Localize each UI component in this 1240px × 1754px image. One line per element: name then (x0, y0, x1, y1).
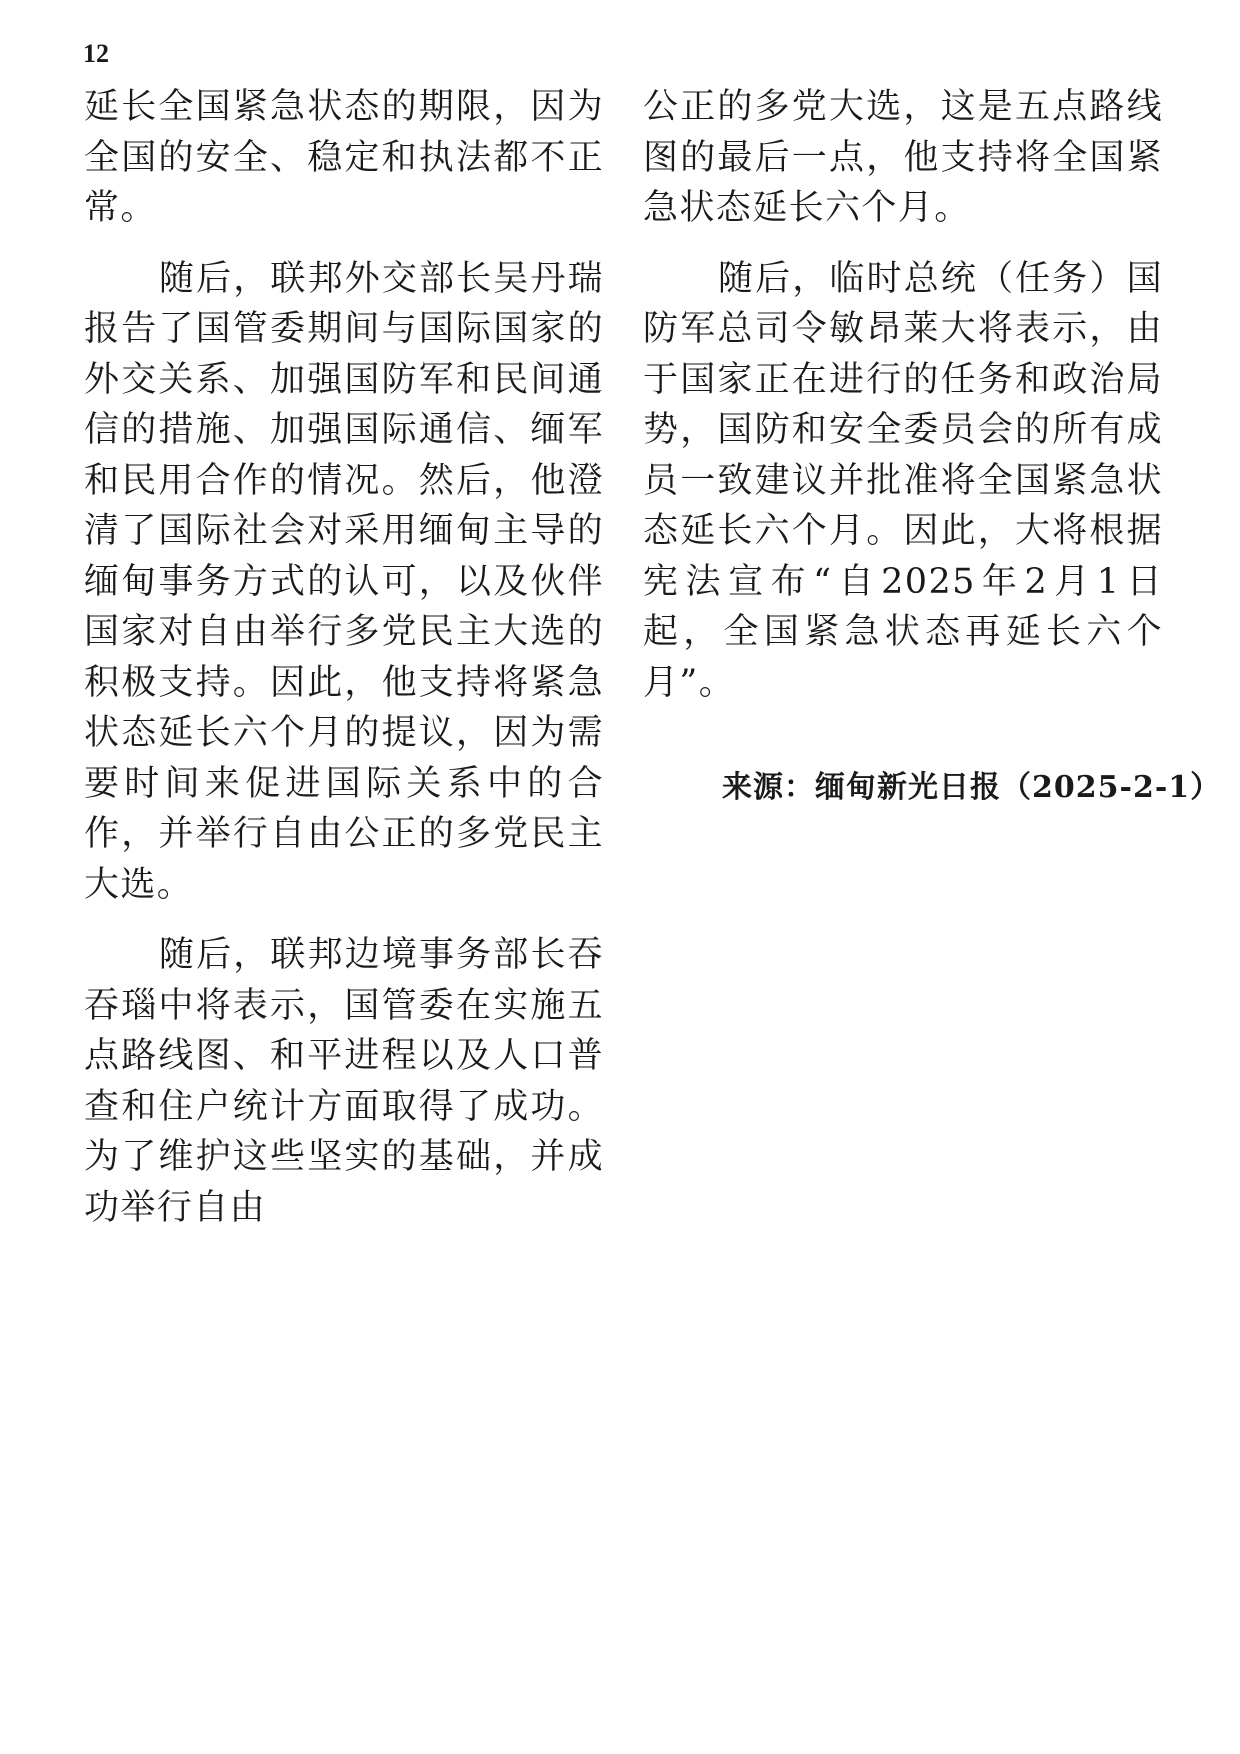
right-column (643, 82, 1163, 728)
paragraph-commander-in-chief: 随后，临时总统（任务）国防军总司令敏昂莱大将表示，由于国家正在进行的任务和政治局势，国防和安全委员会的所有成员一致建议并批准将全国紧急状态延长六个月。因此，大将根据宪法宣布“自2025年2月1日起，全国紧急状态再延长六个月”。 (643, 258, 1163, 703)
source-attribution: 来源：缅甸新光日报（2025-2-1） (722, 770, 1222, 805)
page-number: 12 (83, 39, 109, 68)
paragraph-border-minister: 随后，联邦边境事务部长吞吞瑙中将表示，国管委在实施五点路线图、和平进程以及人口普查和住户统计方面取得了成功。为了维护这些坚实的基础，并成功举行自由 (84, 935, 604, 1228)
left-column (84, 82, 604, 1253)
paragraph-continuation: 延长全国紧急状态的期限，因为全国的安全、稳定和执法都不正常。 (84, 87, 604, 228)
paragraph-foreign-minister: 随后，联邦外交部长吴丹瑞报告了国管委期间与国际国家的外交关系、加强国防军和民间通信的措施、加强国际通信、缅军和民用合作的情况。然后，他澄清了国际社会对采用缅甸主导的缅甸事务方式的认可，以及伙伴国家对自由举行多党民主大选的积极支持。因此，他支持将紧急状态延长六个月的提议，因为需要时间来促进国际关系中的合作，并举行自由公正的多党民主大选。 (84, 258, 604, 905)
paragraph-roadmap-continuation: 公正的多党大选，这是五点路线图的最后一点，他支持将全国紧急状态延长六个月。 (643, 87, 1163, 228)
